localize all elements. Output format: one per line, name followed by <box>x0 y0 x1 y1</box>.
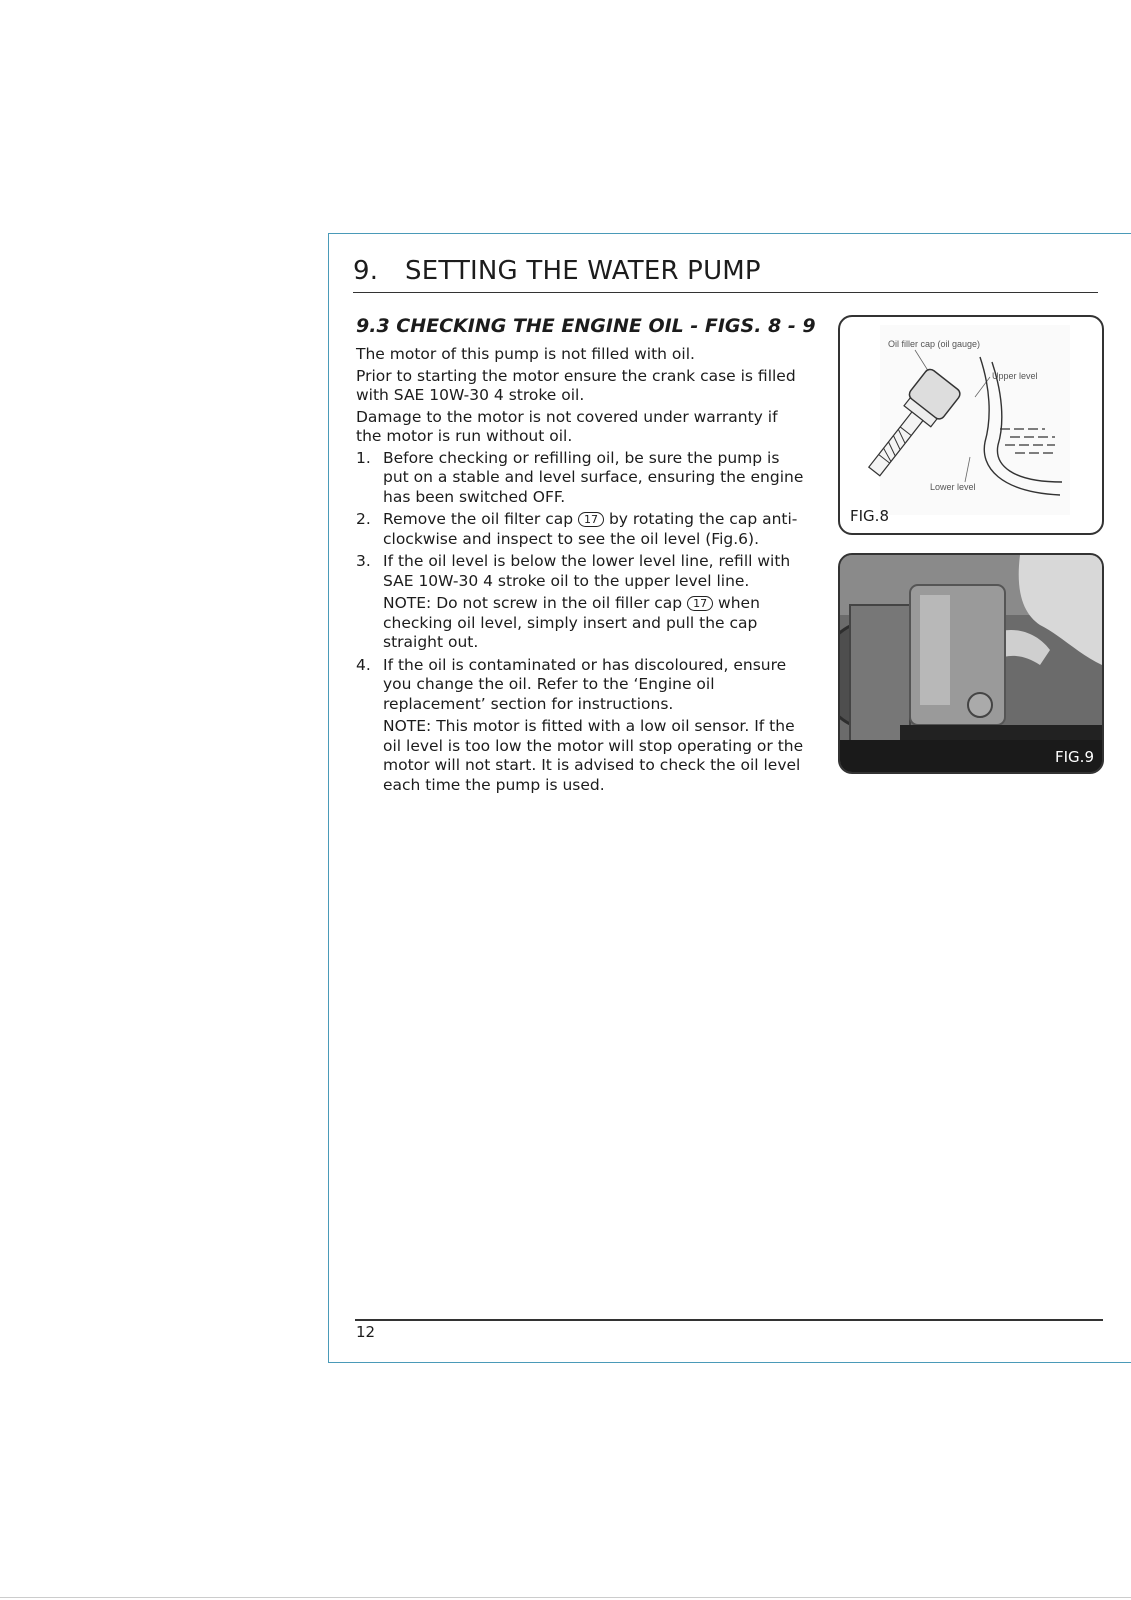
section-number: 9. <box>353 256 379 286</box>
step-text-part: Remove the oil filter cap <box>383 510 574 528</box>
figure-8 <box>838 315 1104 535</box>
step-number: 2. <box>356 510 371 528</box>
fig8-label: FIG.8 <box>850 507 889 525</box>
figure-9 <box>838 553 1104 774</box>
step-item <box>356 449 806 508</box>
oil-dipstick-illustration <box>840 317 1102 533</box>
step-number: 3. <box>356 552 371 570</box>
step-note <box>383 594 806 653</box>
intro-paragraph: The motor of this pump is not filled with oil. <box>356 345 695 363</box>
subsection-title: 9.3 CHECKING THE ENGINE OIL - FIGS. 8 - 9 <box>356 315 816 337</box>
step-note: NOTE: This motor is fitted with a low oil sensor. If the oil level is too low the motor will stop operating or the motor will not start. It is advised to check the oil level each time the pump is used. <box>383 717 804 794</box>
callout-cap: Oil filler cap (oil gauge) <box>888 339 981 349</box>
section-title <box>353 256 761 286</box>
part-reference-badge: 17 <box>687 596 713 611</box>
note-text-part: when checking oil level, simply insert and pull the cap straight out. <box>383 594 760 651</box>
step-item <box>356 656 806 796</box>
intro-paragraph: Prior to starting the motor ensure the crank case is filled with SAE 10W-30 4 stroke oil. <box>356 366 796 404</box>
step-text: If the oil is contaminated or has discoloured, ensure you change the oil. Refer to the ‘Engine oil replacement’ section for instructions. <box>383 655 787 713</box>
fig9-label: FIG.9 <box>1055 748 1094 766</box>
step-text: If the oil level is below the lower level line, refill with SAE 10W-30 4 stroke oil to the upper level line. <box>383 552 791 590</box>
step-number: 1. <box>356 448 371 467</box>
step-item <box>356 552 806 653</box>
pump-engine-photo <box>840 555 1102 772</box>
step-text-part: by rotating the cap anti-clockwise and inspect to see the oil level (Fig.6). <box>383 510 798 548</box>
step-text <box>383 510 806 549</box>
part-reference-badge: 17 <box>578 512 604 527</box>
page-bottom-edge <box>0 1597 1131 1598</box>
section-title-text: SETTING THE WATER PUMP <box>405 256 761 286</box>
footer-rule <box>355 1319 1103 1321</box>
body-text <box>356 345 806 798</box>
callout-lower: Lower level <box>930 482 976 492</box>
intro-paragraph: Damage to the motor is not covered under warranty if the motor is run without oil. <box>356 407 778 445</box>
page-number: 12 <box>356 1323 376 1341</box>
section-rule <box>353 292 1098 293</box>
step-number: 4. <box>356 655 371 674</box>
step-text: Before checking or refilling oil, be sure the pump is put on a stable and level surface, ensuring the engine has been switched OFF. <box>383 448 804 506</box>
steps-list <box>356 449 806 796</box>
callout-upper: Upper level <box>992 371 1038 381</box>
step-item <box>356 510 806 549</box>
note-text-part: NOTE: Do not screw in the oil filler cap <box>383 594 683 612</box>
